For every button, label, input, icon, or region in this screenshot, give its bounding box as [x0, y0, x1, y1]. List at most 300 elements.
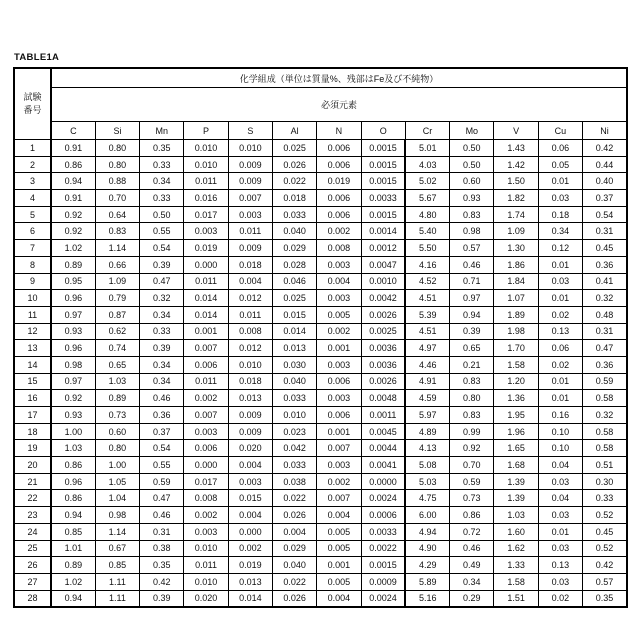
column-header: Cr: [405, 122, 449, 140]
value-cell: 0.34: [538, 223, 582, 240]
value-cell: 0.007: [184, 340, 228, 357]
value-cell: 0.89: [51, 256, 95, 273]
value-cell: 0.70: [450, 457, 494, 474]
value-cell: 0.005: [317, 306, 361, 323]
value-cell: 1.02: [51, 573, 95, 590]
value-cell: 0.0015: [361, 557, 405, 574]
value-cell: 0.022: [272, 490, 316, 507]
value-cell: 0.52: [583, 540, 627, 557]
value-cell: 0.008: [184, 490, 228, 507]
value-cell: 0.34: [140, 373, 184, 390]
value-cell: 0.026: [272, 156, 316, 173]
header-row-subtitle: [14, 88, 627, 122]
value-cell: 0.004: [228, 273, 272, 290]
value-cell: 0.009: [228, 407, 272, 424]
value-cell: 0.50: [140, 206, 184, 223]
value-cell: 0.31: [583, 223, 627, 240]
value-cell: 4.94: [405, 523, 449, 540]
value-cell: 0.018: [272, 190, 316, 207]
value-cell: 0.36: [583, 256, 627, 273]
value-cell: 0.06: [538, 140, 582, 157]
column-header: C: [51, 122, 95, 140]
column-header: Mo: [450, 122, 494, 140]
value-cell: 0.005: [317, 573, 361, 590]
value-cell: 0.0048: [361, 390, 405, 407]
value-cell: 0.001: [317, 557, 361, 574]
value-cell: 0.000: [184, 256, 228, 273]
value-cell: 0.73: [95, 407, 139, 424]
value-cell: 0.001: [317, 423, 361, 440]
value-cell: 5.08: [405, 457, 449, 474]
table-row: [14, 290, 627, 307]
value-cell: 0.58: [583, 390, 627, 407]
value-cell: 0.45: [583, 240, 627, 257]
value-cell: 5.50: [405, 240, 449, 257]
value-cell: 0.36: [140, 407, 184, 424]
value-cell: 0.002: [184, 390, 228, 407]
value-cell: 4.51: [405, 323, 449, 340]
value-cell: 1.33: [494, 557, 538, 574]
value-cell: 0.55: [140, 223, 184, 240]
value-cell: 0.007: [317, 440, 361, 457]
value-cell: 0.80: [95, 140, 139, 157]
value-cell: 0.0036: [361, 356, 405, 373]
table-row: [14, 423, 627, 440]
value-cell: 0.87: [95, 306, 139, 323]
value-cell: 4.80: [405, 206, 449, 223]
value-cell: 0.36: [583, 356, 627, 373]
row-number-cell: 20: [14, 457, 51, 474]
value-cell: 0.02: [538, 356, 582, 373]
value-cell: 0.0011: [361, 407, 405, 424]
value-cell: 0.39: [140, 256, 184, 273]
value-cell: 1.03: [494, 507, 538, 524]
value-cell: 0.16: [538, 407, 582, 424]
value-cell: 0.12: [538, 240, 582, 257]
value-cell: 0.0015: [361, 173, 405, 190]
value-cell: 0.002: [228, 540, 272, 557]
value-cell: 0.51: [583, 457, 627, 474]
value-cell: 0.44: [583, 156, 627, 173]
value-cell: 0.01: [538, 390, 582, 407]
value-cell: 0.010: [272, 407, 316, 424]
value-cell: 4.52: [405, 273, 449, 290]
value-cell: 0.003: [317, 256, 361, 273]
value-cell: 1.11: [95, 573, 139, 590]
row-number-cell: 15: [14, 373, 51, 390]
table-row: [14, 140, 627, 157]
value-cell: 0.42: [583, 557, 627, 574]
row-number-cell: 16: [14, 390, 51, 407]
table-row: [14, 373, 627, 390]
value-cell: 0.019: [317, 173, 361, 190]
column-header: V: [494, 122, 538, 140]
value-cell: 0.007: [317, 490, 361, 507]
value-cell: 0.015: [272, 306, 316, 323]
value-cell: 0.66: [95, 256, 139, 273]
value-cell: 4.16: [405, 256, 449, 273]
value-cell: 0.42: [583, 140, 627, 157]
value-cell: 0.0010: [361, 273, 405, 290]
row-header-cell: 試験 番号: [14, 68, 51, 140]
value-cell: 0.005: [317, 523, 361, 540]
row-number-cell: 2: [14, 156, 51, 173]
value-cell: 0.47: [140, 490, 184, 507]
column-header: Ni: [583, 122, 627, 140]
value-cell: 0.005: [317, 540, 361, 557]
value-cell: 0.0012: [361, 240, 405, 257]
value-cell: 1.70: [494, 340, 538, 357]
value-cell: 5.16: [405, 590, 449, 607]
value-cell: 0.010: [184, 140, 228, 157]
value-cell: 1.03: [95, 373, 139, 390]
value-cell: 0.39: [450, 323, 494, 340]
value-cell: 0.50: [450, 140, 494, 157]
value-cell: 1.09: [95, 273, 139, 290]
value-cell: 0.13: [538, 323, 582, 340]
value-cell: 0.94: [51, 590, 95, 607]
value-cell: 0.007: [184, 407, 228, 424]
table-row: [14, 273, 627, 290]
value-cell: 0.009: [228, 173, 272, 190]
value-cell: 0.006: [317, 206, 361, 223]
value-cell: 0.86: [51, 156, 95, 173]
value-cell: 0.92: [51, 206, 95, 223]
value-cell: 0.0000: [361, 473, 405, 490]
element-header-row: [14, 122, 627, 140]
column-header: O: [361, 122, 405, 140]
value-cell: 0.04: [538, 490, 582, 507]
value-cell: 0.33: [140, 323, 184, 340]
value-cell: 0.040: [272, 223, 316, 240]
value-cell: 0.0015: [361, 156, 405, 173]
value-cell: 0.0006: [361, 507, 405, 524]
value-cell: 0.13: [538, 557, 582, 574]
value-cell: 1.36: [494, 390, 538, 407]
value-cell: 0.019: [228, 557, 272, 574]
value-cell: 0.83: [450, 373, 494, 390]
value-cell: 4.51: [405, 290, 449, 307]
value-cell: 0.46: [450, 540, 494, 557]
value-cell: 0.046: [272, 273, 316, 290]
value-cell: 0.03: [538, 507, 582, 524]
value-cell: 0.54: [140, 240, 184, 257]
value-cell: 1.05: [95, 473, 139, 490]
value-cell: 0.011: [228, 306, 272, 323]
table-row: [14, 507, 627, 524]
table-row: [14, 240, 627, 257]
value-cell: 0.004: [317, 590, 361, 607]
value-cell: 0.011: [184, 557, 228, 574]
value-cell: 1.62: [494, 540, 538, 557]
value-cell: 0.012: [228, 290, 272, 307]
value-cell: 0.33: [140, 190, 184, 207]
table-row: [14, 156, 627, 173]
value-cell: 0.45: [583, 523, 627, 540]
value-cell: 0.03: [538, 573, 582, 590]
value-cell: 0.001: [317, 340, 361, 357]
value-cell: 0.62: [95, 323, 139, 340]
value-cell: 0.57: [583, 573, 627, 590]
value-cell: 0.029: [272, 240, 316, 257]
column-header: Cu: [538, 122, 582, 140]
value-cell: 4.75: [405, 490, 449, 507]
value-cell: 0.002: [317, 473, 361, 490]
value-cell: 0.006: [317, 140, 361, 157]
value-cell: 0.54: [140, 440, 184, 457]
value-cell: 0.003: [184, 523, 228, 540]
row-number-cell: 9: [14, 273, 51, 290]
value-cell: 0.32: [583, 290, 627, 307]
value-cell: 0.003: [317, 457, 361, 474]
value-cell: 0.016: [184, 190, 228, 207]
value-cell: 0.02: [538, 306, 582, 323]
table-row: [14, 173, 627, 190]
value-cell: 0.04: [538, 457, 582, 474]
value-cell: 0.91: [51, 140, 95, 157]
value-cell: 0.002: [317, 223, 361, 240]
value-cell: 4.89: [405, 423, 449, 440]
value-cell: 0.006: [184, 356, 228, 373]
value-cell: 0.92: [51, 390, 95, 407]
value-cell: 0.011: [184, 173, 228, 190]
table-row: [14, 190, 627, 207]
value-cell: 0.025: [272, 290, 316, 307]
column-header: Mn: [140, 122, 184, 140]
value-cell: 0.58: [583, 423, 627, 440]
value-cell: 0.008: [228, 323, 272, 340]
value-cell: 0.33: [583, 490, 627, 507]
value-cell: 0.006: [317, 407, 361, 424]
row-number-cell: 13: [14, 340, 51, 357]
row-number-cell: 17: [14, 407, 51, 424]
value-cell: 0.006: [184, 440, 228, 457]
value-cell: 0.040: [272, 557, 316, 574]
row-number-cell: 25: [14, 540, 51, 557]
table-title-cell: 化学組成（単位は質量%、残部はFe及び不純物）: [51, 68, 627, 88]
table-row: [14, 340, 627, 357]
row-number-cell: 24: [14, 523, 51, 540]
value-cell: 0.006: [317, 190, 361, 207]
value-cell: 0.009: [228, 156, 272, 173]
value-cell: 0.18: [538, 206, 582, 223]
value-cell: 0.0015: [361, 206, 405, 223]
value-cell: 0.37: [583, 190, 627, 207]
value-cell: 0.0026: [361, 373, 405, 390]
value-cell: 6.00: [405, 507, 449, 524]
table-row: [14, 573, 627, 590]
value-cell: 0.83: [450, 206, 494, 223]
value-cell: 0.018: [228, 373, 272, 390]
table-row: [14, 256, 627, 273]
value-cell: 0.46: [140, 390, 184, 407]
value-cell: 1.43: [494, 140, 538, 157]
table-row: [14, 590, 627, 607]
value-cell: 0.41: [583, 273, 627, 290]
value-cell: 1.60: [494, 523, 538, 540]
value-cell: 0.49: [450, 557, 494, 574]
value-cell: 0.59: [583, 373, 627, 390]
value-cell: 0.002: [184, 507, 228, 524]
table-row: [14, 356, 627, 373]
value-cell: 0.48: [583, 306, 627, 323]
value-cell: 1.07: [494, 290, 538, 307]
value-cell: 5.67: [405, 190, 449, 207]
value-cell: 0.030: [272, 356, 316, 373]
value-cell: 0.0045: [361, 423, 405, 440]
value-cell: 0.019: [184, 240, 228, 257]
value-cell: 0.0022: [361, 540, 405, 557]
value-cell: 0.35: [140, 140, 184, 157]
value-cell: 0.0033: [361, 523, 405, 540]
value-cell: 0.54: [583, 206, 627, 223]
value-cell: 0.0009: [361, 573, 405, 590]
value-cell: 0.004: [228, 507, 272, 524]
value-cell: 0.80: [95, 156, 139, 173]
value-cell: 0.040: [272, 373, 316, 390]
value-cell: 0.34: [450, 573, 494, 590]
table-row: [14, 457, 627, 474]
value-cell: 0.0015: [361, 140, 405, 157]
value-cell: 0.31: [140, 523, 184, 540]
row-number-cell: 7: [14, 240, 51, 257]
value-cell: 0.40: [583, 173, 627, 190]
value-cell: 4.91: [405, 373, 449, 390]
value-cell: 0.008: [317, 240, 361, 257]
value-cell: 1.04: [95, 490, 139, 507]
value-cell: 0.39: [140, 590, 184, 607]
header-row-title: [14, 68, 627, 88]
column-header: P: [184, 122, 228, 140]
value-cell: 0.30: [583, 473, 627, 490]
value-cell: 1.03: [51, 440, 95, 457]
subtitle-cell: 必須元素: [51, 88, 627, 122]
value-cell: 0.03: [538, 473, 582, 490]
value-cell: 0.88: [95, 173, 139, 190]
value-cell: 0.35: [140, 557, 184, 574]
value-cell: 0.98: [51, 356, 95, 373]
value-cell: 0.011: [228, 223, 272, 240]
value-cell: 1.84: [494, 273, 538, 290]
value-cell: 0.033: [272, 390, 316, 407]
value-cell: 1.14: [95, 240, 139, 257]
value-cell: 0.013: [228, 390, 272, 407]
value-cell: 0.004: [272, 523, 316, 540]
value-cell: 0.32: [583, 407, 627, 424]
value-cell: 0.35: [583, 590, 627, 607]
value-cell: 0.020: [228, 440, 272, 457]
value-cell: 0.001: [184, 323, 228, 340]
value-cell: 5.89: [405, 573, 449, 590]
value-cell: 4.59: [405, 390, 449, 407]
value-cell: 0.33: [140, 156, 184, 173]
value-cell: 1.65: [494, 440, 538, 457]
value-cell: 1.20: [494, 373, 538, 390]
row-number-cell: 22: [14, 490, 51, 507]
value-cell: 0.023: [272, 423, 316, 440]
table-row: [14, 390, 627, 407]
value-cell: 0.0033: [361, 190, 405, 207]
value-cell: 0.017: [184, 473, 228, 490]
value-cell: 0.32: [140, 290, 184, 307]
value-cell: 0.91: [51, 190, 95, 207]
value-cell: 0.55: [140, 457, 184, 474]
table-row: [14, 557, 627, 574]
value-cell: 0.94: [51, 507, 95, 524]
value-cell: 0.10: [538, 423, 582, 440]
value-cell: 0.026: [272, 590, 316, 607]
value-cell: 0.01: [538, 173, 582, 190]
value-cell: 0.003: [317, 356, 361, 373]
value-cell: 0.018: [228, 256, 272, 273]
value-cell: 0.99: [450, 423, 494, 440]
value-cell: 0.014: [228, 590, 272, 607]
value-cell: 0.028: [272, 256, 316, 273]
column-header: Al: [272, 122, 316, 140]
value-cell: 1.01: [51, 540, 95, 557]
value-cell: 0.93: [51, 407, 95, 424]
value-cell: 1.42: [494, 156, 538, 173]
value-cell: 0.72: [450, 523, 494, 540]
value-cell: 0.31: [583, 323, 627, 340]
value-cell: 1.96: [494, 423, 538, 440]
table-row: [14, 407, 627, 424]
value-cell: 0.60: [95, 423, 139, 440]
value-cell: 0.85: [95, 557, 139, 574]
row-number-cell: 23: [14, 507, 51, 524]
value-cell: 0.009: [228, 423, 272, 440]
value-cell: 0.03: [538, 273, 582, 290]
value-cell: 0.0047: [361, 256, 405, 273]
value-cell: 0.03: [538, 190, 582, 207]
value-cell: 0.009: [228, 240, 272, 257]
table-body: [14, 140, 627, 608]
value-cell: 0.59: [450, 473, 494, 490]
value-cell: 0.46: [140, 507, 184, 524]
value-cell: 0.006: [317, 373, 361, 390]
value-cell: 0.003: [317, 290, 361, 307]
value-cell: 0.85: [51, 523, 95, 540]
value-cell: 0.014: [272, 323, 316, 340]
value-cell: 0.01: [538, 290, 582, 307]
value-cell: 0.004: [228, 457, 272, 474]
value-cell: 5.40: [405, 223, 449, 240]
row-number-cell: 11: [14, 306, 51, 323]
value-cell: 0.93: [51, 323, 95, 340]
value-cell: 0.0024: [361, 490, 405, 507]
value-cell: 0.94: [450, 306, 494, 323]
value-cell: 4.29: [405, 557, 449, 574]
column-header: S: [228, 122, 272, 140]
value-cell: 0.34: [140, 356, 184, 373]
value-cell: 0.52: [583, 507, 627, 524]
value-cell: 1.86: [494, 256, 538, 273]
value-cell: 0.86: [51, 457, 95, 474]
value-cell: 4.90: [405, 540, 449, 557]
value-cell: 0.96: [51, 340, 95, 357]
value-cell: 0.0041: [361, 457, 405, 474]
value-cell: 0.014: [184, 306, 228, 323]
row-number-cell: 18: [14, 423, 51, 440]
value-cell: 0.98: [95, 507, 139, 524]
value-cell: 1.82: [494, 190, 538, 207]
value-cell: 0.06: [538, 340, 582, 357]
value-cell: 1.09: [494, 223, 538, 240]
value-cell: 0.96: [51, 473, 95, 490]
value-cell: 0.96: [51, 290, 95, 307]
value-cell: 1.58: [494, 573, 538, 590]
value-cell: 1.98: [494, 323, 538, 340]
